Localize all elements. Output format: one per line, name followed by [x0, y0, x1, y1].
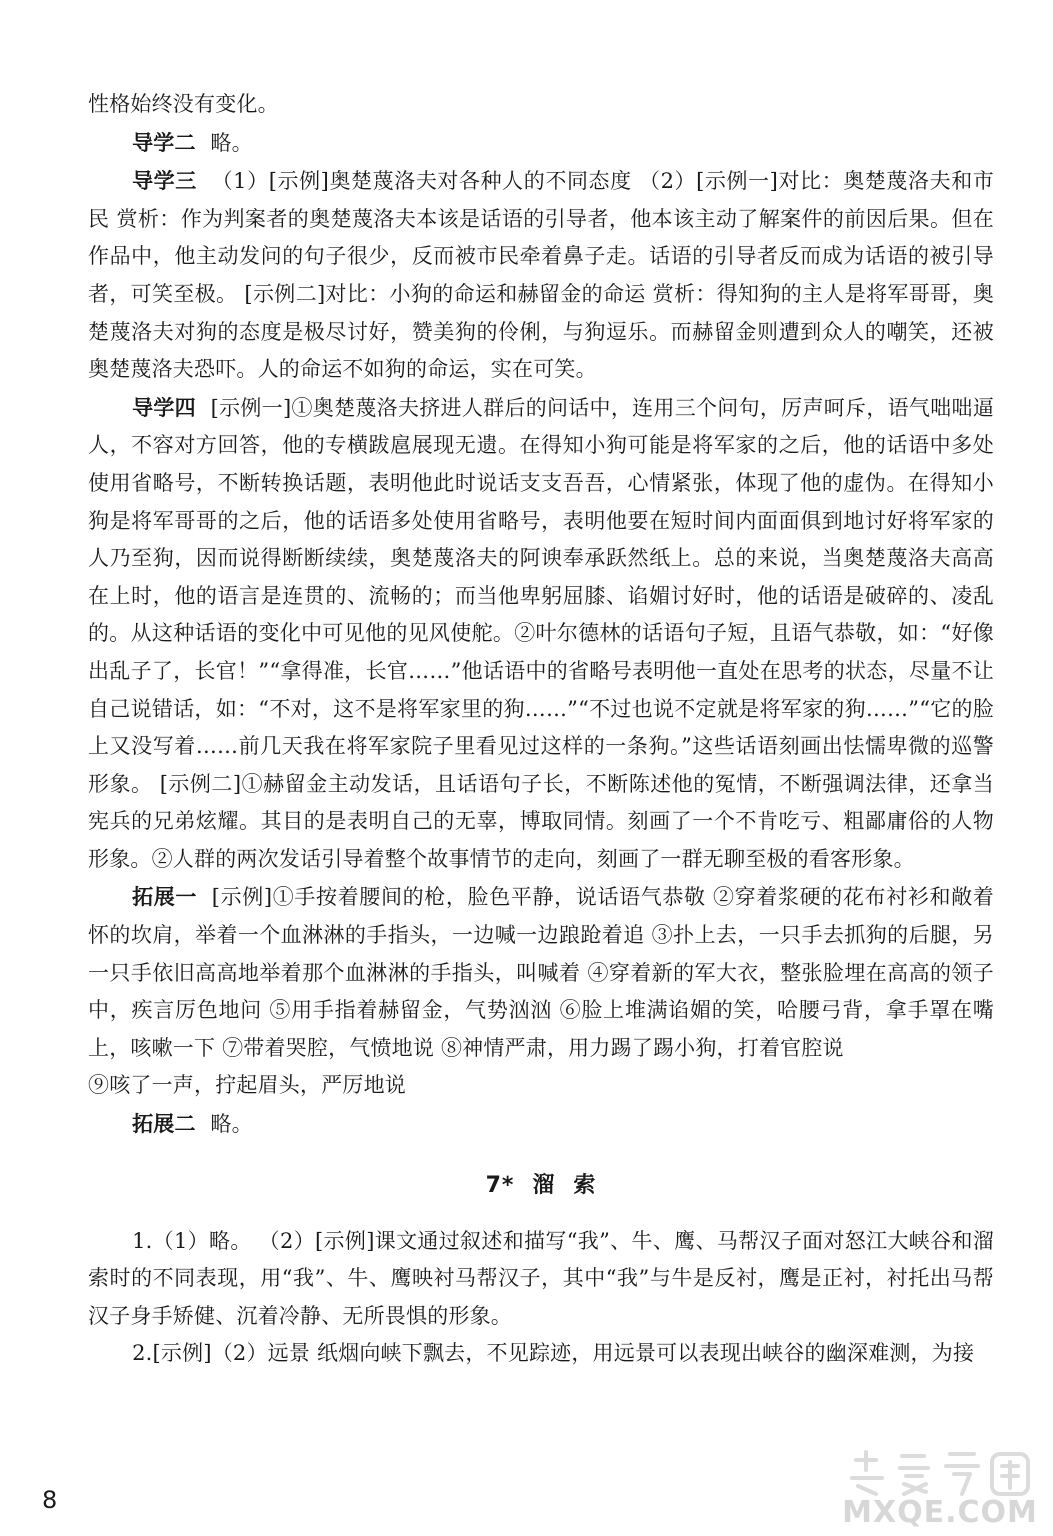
- page-number: 8: [42, 1486, 58, 1514]
- paragraph-tuozhan-1: [88, 878, 994, 1067]
- answer-item-1: 1.（1）略。 （2）[示例]课文通过叙述和描写“我”、牛、鹰、马帮汉子面对怒江大峡谷和溜索时的不同表现，用“我”、牛、鹰映衬马帮汉子，其中“我”与牛是反衬，鹰是正衬，衬托出马帮汉子身手矫健、沉着冷静、无所畏惧的形象。: [88, 1228, 994, 1328]
- text-daoxue-3: （1）[示例]奥楚蔑洛夫对各种人的不同态度 （2）[示例一]对比：奥楚蔑洛夫和市民 赏析：作为判案者的奥楚蔑洛夫本该是话语的引导者，他本该主动了解案件的前因后果。但在作品中，他主动发问的句子很少，反而被市民牵着鼻子走。话语的引导者反而成为话语的被引导者，可笑至极。 [示例二]对比：小狗的命运和赫留金的命运 赏析：得知狗的主人是将军哥哥，奥楚蔑洛夫对狗的态度是极尽讨好，赞美狗的伶俐，与狗逗乐。而赫留金则遭到众人的嘲笑，还被奥楚蔑洛夫恐吓。人的命运不如狗的命运，实在可笑。: [88, 169, 994, 382]
- label-daoxue-2: 导学二: [132, 129, 196, 155]
- label-tuozhan-2: 拓展二: [132, 1111, 196, 1137]
- label-daoxue-3: 导学三: [132, 168, 197, 194]
- paragraph-daoxue-4: [88, 389, 994, 879]
- watermark-text: MXQE.COM: [842, 1495, 1038, 1530]
- answer-item-2: 2.[示例]（2）远景 纸烟向峡下飘去，不见踪迹，用远景可以表现出峡谷的幽深难测，为接: [132, 1341, 975, 1366]
- section-title-char-1: 溜: [532, 1172, 556, 1198]
- text-daoxue-4: [示例一]①奥楚蔑洛夫挤进人群后的问话中，连用三个问句，厉声呵斥，语气咄咄逼人，不容对方回答，他的专横跋扈展现无遗。在得知小狗可能是将军家的之后，他的话语中多处使用省略号，不断转换话题，表明他此时说话支支吾吾，心情紧张，体现了他的虚伪。在得知小狗是将军哥哥的之后，他的话语多处使用省略号，表明他要在短时间内面面俱到地讨好将军家的人乃至狗，因而说得断断续续，奥楚蔑洛夫的阿谀奉承跃然纸上。总的来说，当奥楚蔑洛夫高高在上时，他的语言是连贯的、流畅的；而当他卑躬屈膝、谄媚讨好时，他的话语是破碎的、凌乱的。从这种话语的变化中可见他的见风使舵。②叶尔德林的话语句子短，且语气恭敬，如：“好像出乱子了，长官！”“拿得准，长官……”他话语中的省略号表明他一直处在思考的状态，尽量不让自己说错话，如：“不对，这不是将军家里的狗……”“不过也说不定就是将军家的狗……”“它的脸上又没写着……前几天我在将军家院子里看见过这样的一条狗。”这些话语刻画出怯懦卑微的巡警形象。 [示例二]①赫留金主动发话，且话语句子长，不断陈述他的冤情，不断强调法律，还拿当宪兵的兄弟炫耀。其目的是表明自己的无辜，博取同情。刻画了一个不肯吃亏、粗鄙庸俗的人物形象。②人群的两次发话引导着整个故事情节的走向，刻画了一群无聊至极的看客形象。: [88, 395, 994, 871]
- text-tuozhan-1: [示例]①手按着腰间的枪，脸色平静，说话语气恭敬 ②穿着浆硬的花布衬衫和敞着怀的坎肩，举着一个血淋淋的手指头，一边喊一边踉跄着追 ③扑上去，一只手去抓狗的后腿，另一只手依旧高高地举着那个血淋淋的手指头，叫喊着 ④穿着新的军大衣，整张脸埋在高高的领子中，疾言厉色地问 ⑤用手指着赫留金，气势汹汹 ⑥脸上堆满谄媚的笑，哈腰弓背，拿手罩在嘴上，咳嗽一下 ⑦带着哭腔，气愤地说 ⑧神情严肃，用力踢了踢小狗，打着官腔说: [88, 885, 994, 1060]
- section-number: 7*: [485, 1172, 515, 1198]
- label-tuozhan-1: 拓展一: [132, 884, 198, 910]
- document-body: [88, 86, 994, 1373]
- paragraph-continuation: 性格始终没有变化。: [88, 92, 279, 116]
- section-title-char-2: 索: [573, 1172, 597, 1198]
- label-daoxue-4: 导学四: [132, 394, 196, 420]
- text-tuozhan-2: 略。: [210, 1112, 253, 1137]
- watermark: [842, 1448, 1038, 1530]
- answer-stamp-logo-icon: [842, 1448, 1038, 1500]
- paragraph-tuozhan-2: [88, 1105, 994, 1144]
- paragraph-daoxue-3: [88, 162, 994, 389]
- section-heading: [88, 1168, 994, 1199]
- paragraph-daoxue-2: [88, 124, 994, 163]
- paragraph-tuozhan-1-tail: ⑨咳了一声，拧起眉头，严厉地说: [88, 1073, 406, 1098]
- text-daoxue-2: 略。: [210, 130, 253, 155]
